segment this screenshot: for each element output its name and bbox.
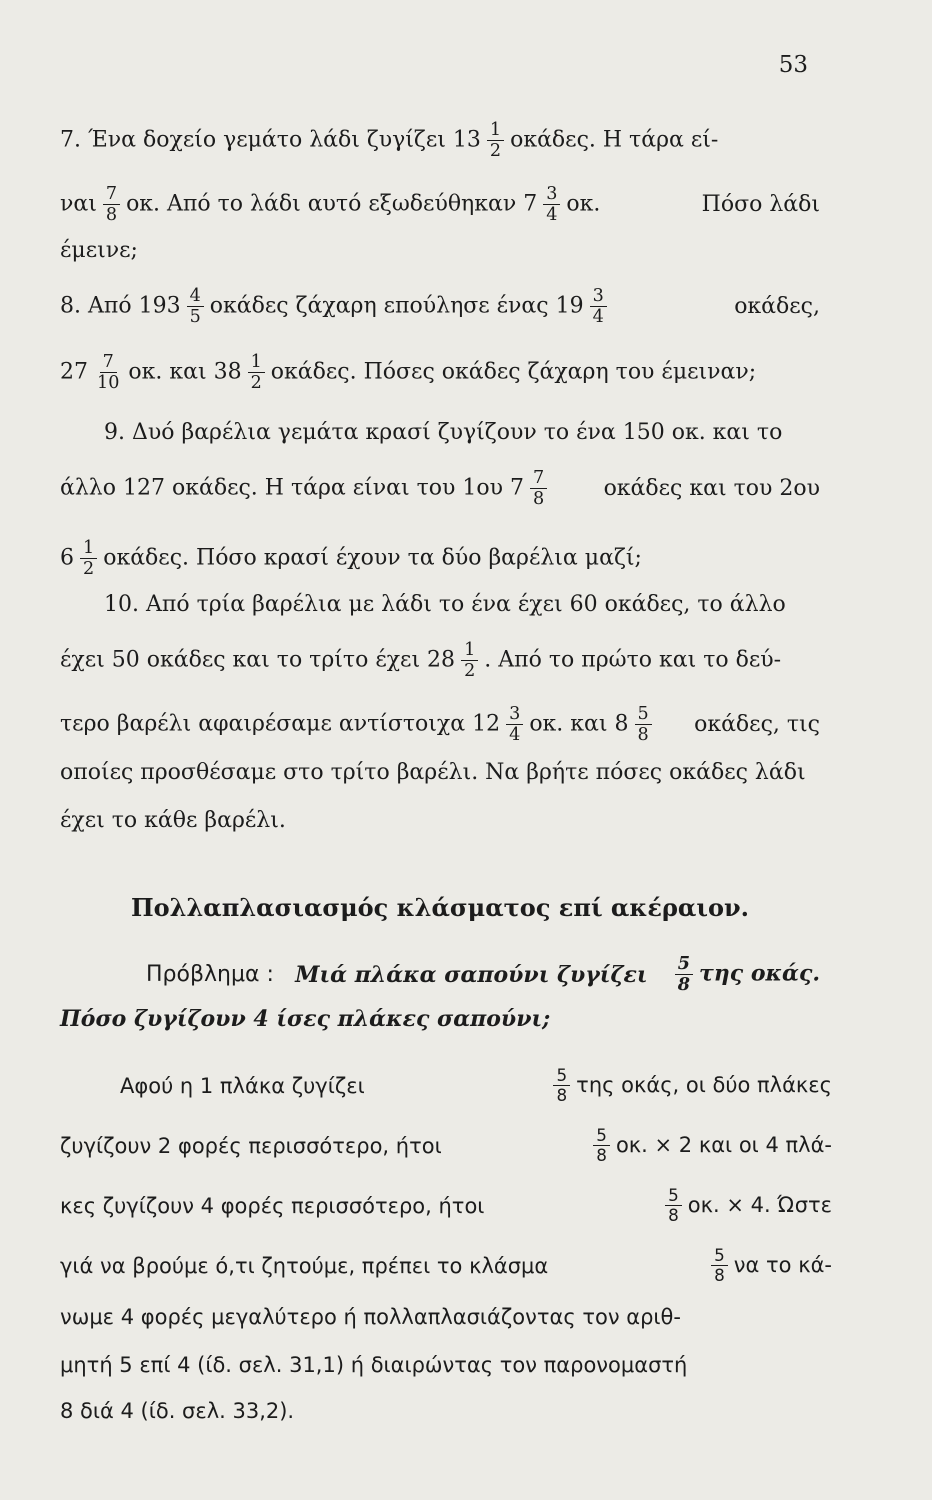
solution-line-1: Αφού η 1 πλάκα ζυγίζει $\frac{5}{8}$ της οκάς, οι δύο πλάκες <box>120 1065 832 1106</box>
exercise-10-line-4: οποίες προσθέσαμε στο τρίτο βαρέλι. Να βρήτε πόσες οκάδες λάδι <box>60 760 806 785</box>
problem-line-2: Πόσο ζυγίζουν 4 ίσες πλάκες σαπούνι; <box>60 1006 551 1032</box>
solution-line-5: νωμε 4 φορές μεγαλύτερο ή πολλαπλασιάζοντας τον αριθ- <box>60 1305 681 1329</box>
fraction: $\frac{5}{8}$ <box>553 1066 570 1106</box>
section-heading: Πολλαπλασιασμός κλάσματος επί ακέραιον. <box>130 893 750 922</box>
solution-line-6: μητή 5 επί 4 (ίδ. σελ. 31,1) ή διαιρώντας τον παρονομαστή <box>60 1353 688 1377</box>
exercise-10-line-1: 10. Από τρία βαρέλια με λάδι το ένα έχει 60 οκάδες, το άλλο <box>104 592 786 617</box>
fraction: $\frac{5}{8}$ <box>711 1246 728 1286</box>
fraction: $\frac{4}{5}$ <box>187 286 204 327</box>
exercise-10-line-3: τερο βαρέλι αφαιρέσαμε αντίστοιχα 12 $\frac{3}{4}$ οκ. και 8 $\frac{5}{8}$ οκάδες, τις <box>60 704 820 746</box>
fraction: $\frac{5}{8}$ <box>593 1126 610 1166</box>
exercise-7-line-1: 7. Ένα δοχείο γεμάτο λάδι ζυγίζει 13 $\frac{1}{2}$ οκάδες. Η τάρα εί- <box>60 120 719 162</box>
solution-line-2: ζυγίζουν 2 φορές περισσότερο, ήτοι $\frac{5}{8}$ οκ. × 2 και οι 4 πλά- <box>60 1125 832 1166</box>
fraction: $\frac{5}{8}$ <box>675 954 693 995</box>
exercise-10-line-5: έχει το κάθε βαρέλι. <box>60 808 286 833</box>
exercise-9-line-2: άλλο 127 οκάδες. Η τάρα είναι του 1ου 7 $\frac{7}{8}$ οκάδες και του 2ου <box>60 468 820 510</box>
problem-line-1: Πρόβλημα : Μιά πλάκα σαπούνι ζυγίζει $\frac{5}{8}$ της οκάς. <box>146 953 820 996</box>
fraction: $\frac{1}{2}$ <box>248 352 265 393</box>
solution-line-7: 8 διά 4 (ίδ. σελ. 33,2). <box>60 1399 295 1423</box>
exercise-8-line-1: 8. Από 193 $\frac{4}{5}$ οκάδες ζάχαρη επούλησε ένας 19 $\frac{3}{4}$ οκάδες, <box>60 286 820 328</box>
fraction: $\frac{1}{2}$ <box>80 538 97 579</box>
fraction: $\frac{1}{2}$ <box>461 640 478 681</box>
page-number: 53 <box>778 52 808 78</box>
fraction: $\frac{7}{8}$ <box>103 184 120 225</box>
exercise-8-line-2: 27 $\frac{7}{10}$ οκ. και 38 $\frac{1}{2}$ οκάδες. Πόσες οκάδες ζάχαρη του έμειναν; <box>60 352 757 394</box>
fraction: $\frac{5}{8}$ <box>665 1186 682 1226</box>
fraction: $\frac{7}{10}$ <box>97 352 120 394</box>
exercise-9-line-3: 6 $\frac{1}{2}$ οκάδες. Πόσο κρασί έχουν τα δύο βαρέλια μαζί; <box>60 538 642 580</box>
exercise-10-line-2: έχει 50 οκάδες και το τρίτο έχει 28 $\frac{1}{2}$ . Από το πρώτο και το δεύ- <box>60 640 782 682</box>
fraction: $\frac{3}{4}$ <box>543 184 560 225</box>
solution-line-3: κες ζυγίζουν 4 φορές περισσότερο, ήτοι $\frac{5}{8}$ οκ. × 4. Ώστε <box>60 1185 832 1226</box>
exercise-9-line-1: 9. Δυό βαρέλια γεμάτα κρασί ζυγίζουν το ένα 150 οκ. και το <box>104 420 783 445</box>
fraction: $\frac{7}{8}$ <box>530 468 547 509</box>
fraction: $\frac{3}{4}$ <box>590 286 607 327</box>
solution-line-4: γιά να βρούμε ό,τι ζητούμε, πρέπει το κλάσμα $\frac{5}{8}$ να το κά- <box>60 1245 832 1286</box>
exercise-7-line-3: έμεινε; <box>60 238 138 263</box>
exercise-7-line-2: ναι $\frac{7}{8}$ οκ. Από το λάδι αυτό εξωδεύθηκαν 7 $\frac{3}{4}$ οκ. Πόσο λάδι <box>60 184 820 226</box>
fraction: $\frac{5}{8}$ <box>635 704 652 745</box>
fraction: $\frac{1}{2}$ <box>487 120 504 161</box>
fraction: $\frac{3}{4}$ <box>506 704 523 745</box>
